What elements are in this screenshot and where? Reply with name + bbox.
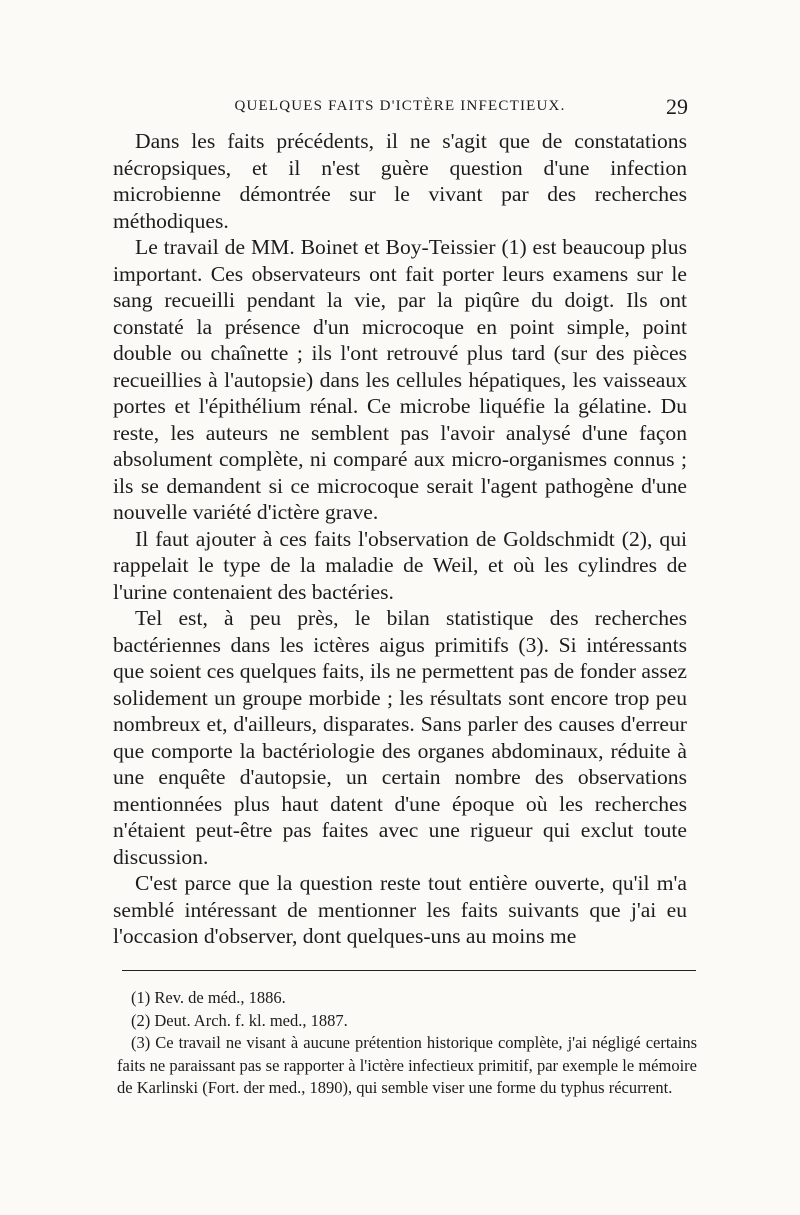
page-number: 29 bbox=[666, 94, 688, 119]
paragraph: Dans les faits précédents, il ne s'agit que de constatations nécropsiques, et il n'est guère question d'une infection microbienne démontrée sur le vivant par des recherches méthodiques. bbox=[113, 129, 687, 233]
main-text bbox=[113, 128, 687, 950]
footnote: (2) Deut. Arch. f. kl. med., 1887. bbox=[131, 1010, 348, 1030]
paragraph: Il faut ajouter à ces faits l'observation de Goldschmidt (2), qui rappelait le type de la maladie de Weil, et où les cylindres de l'urine contenaient des bactéries. bbox=[113, 526, 687, 604]
paragraph: C'est parce que la question reste tout entière ouverte, qu'il m'a semblé intéressant de mentionner les faits suivants que j'ai eu l'occasion d'observer, dont quelques-uns au moins me bbox=[113, 871, 687, 948]
running-title: QUELQUES FAITS D'ICTÈRE INFECTIEUX. bbox=[234, 98, 566, 114]
footnote-divider bbox=[122, 970, 696, 971]
running-header bbox=[112, 94, 688, 124]
footnotes bbox=[117, 987, 697, 1100]
paragraph: Tel est, à peu près, le bilan statistique des recherches bactériennes dans les ictères aigus primitifs (3). Si intéressants que soient ces quelques faits, ils ne permettent pas de fonder assez solidement un groupe morbide ; les résultats sont encore trop peu nombreux et, d'ailleurs, disparates. Sans parler des causes d'erreur que comporte la bactériologie des organes abdominaux, réduite à une enquête d'autopsie, un certain nombre des observations mentionnées plus haut datent d'une époque où les recherches n'étaient peut-être pas faites avec une rigueur qui exclut toute discussion. bbox=[113, 606, 687, 869]
footnote: (3) Ce travail ne visant à aucune prétention historique complète, j'ai négligé certains faits ne paraissant pas se rapporter à l'ictère infectieux primitif, par exemple le mémoire de Karlinski (Fort. der med., 1890), qui semble viser une forme du typhus récurrent. bbox=[117, 1033, 697, 1097]
paragraph: Le travail de MM. Boinet et Boy-Teissier (1) est beaucoup plus important. Ces observateurs ont fait porter leurs examens sur le sang recueilli pendant la vie, par la piqûre du doigt. Ils ont constaté la présence d'un microcoque en point simple, point double ou chaînette ; ils l'ont retrouvé plus tard (sur des pièces recueillies à l'autopsie) dans les cellules hépatiques, les vaisseaux portes et l'épithélium rénal. Ce microbe liquéfie la gélatine. Du reste, les auteurs ne semblent pas l'avoir analysé d'une façon absolument complète, ni comparé aux micro-organismes connus ; ils se demandent si ce microcoque serait l'agent pathogène d'une nouvelle variété d'ictère grave. bbox=[113, 235, 687, 524]
footnote: (1) Rev. de méd., 1886. bbox=[131, 988, 286, 1007]
